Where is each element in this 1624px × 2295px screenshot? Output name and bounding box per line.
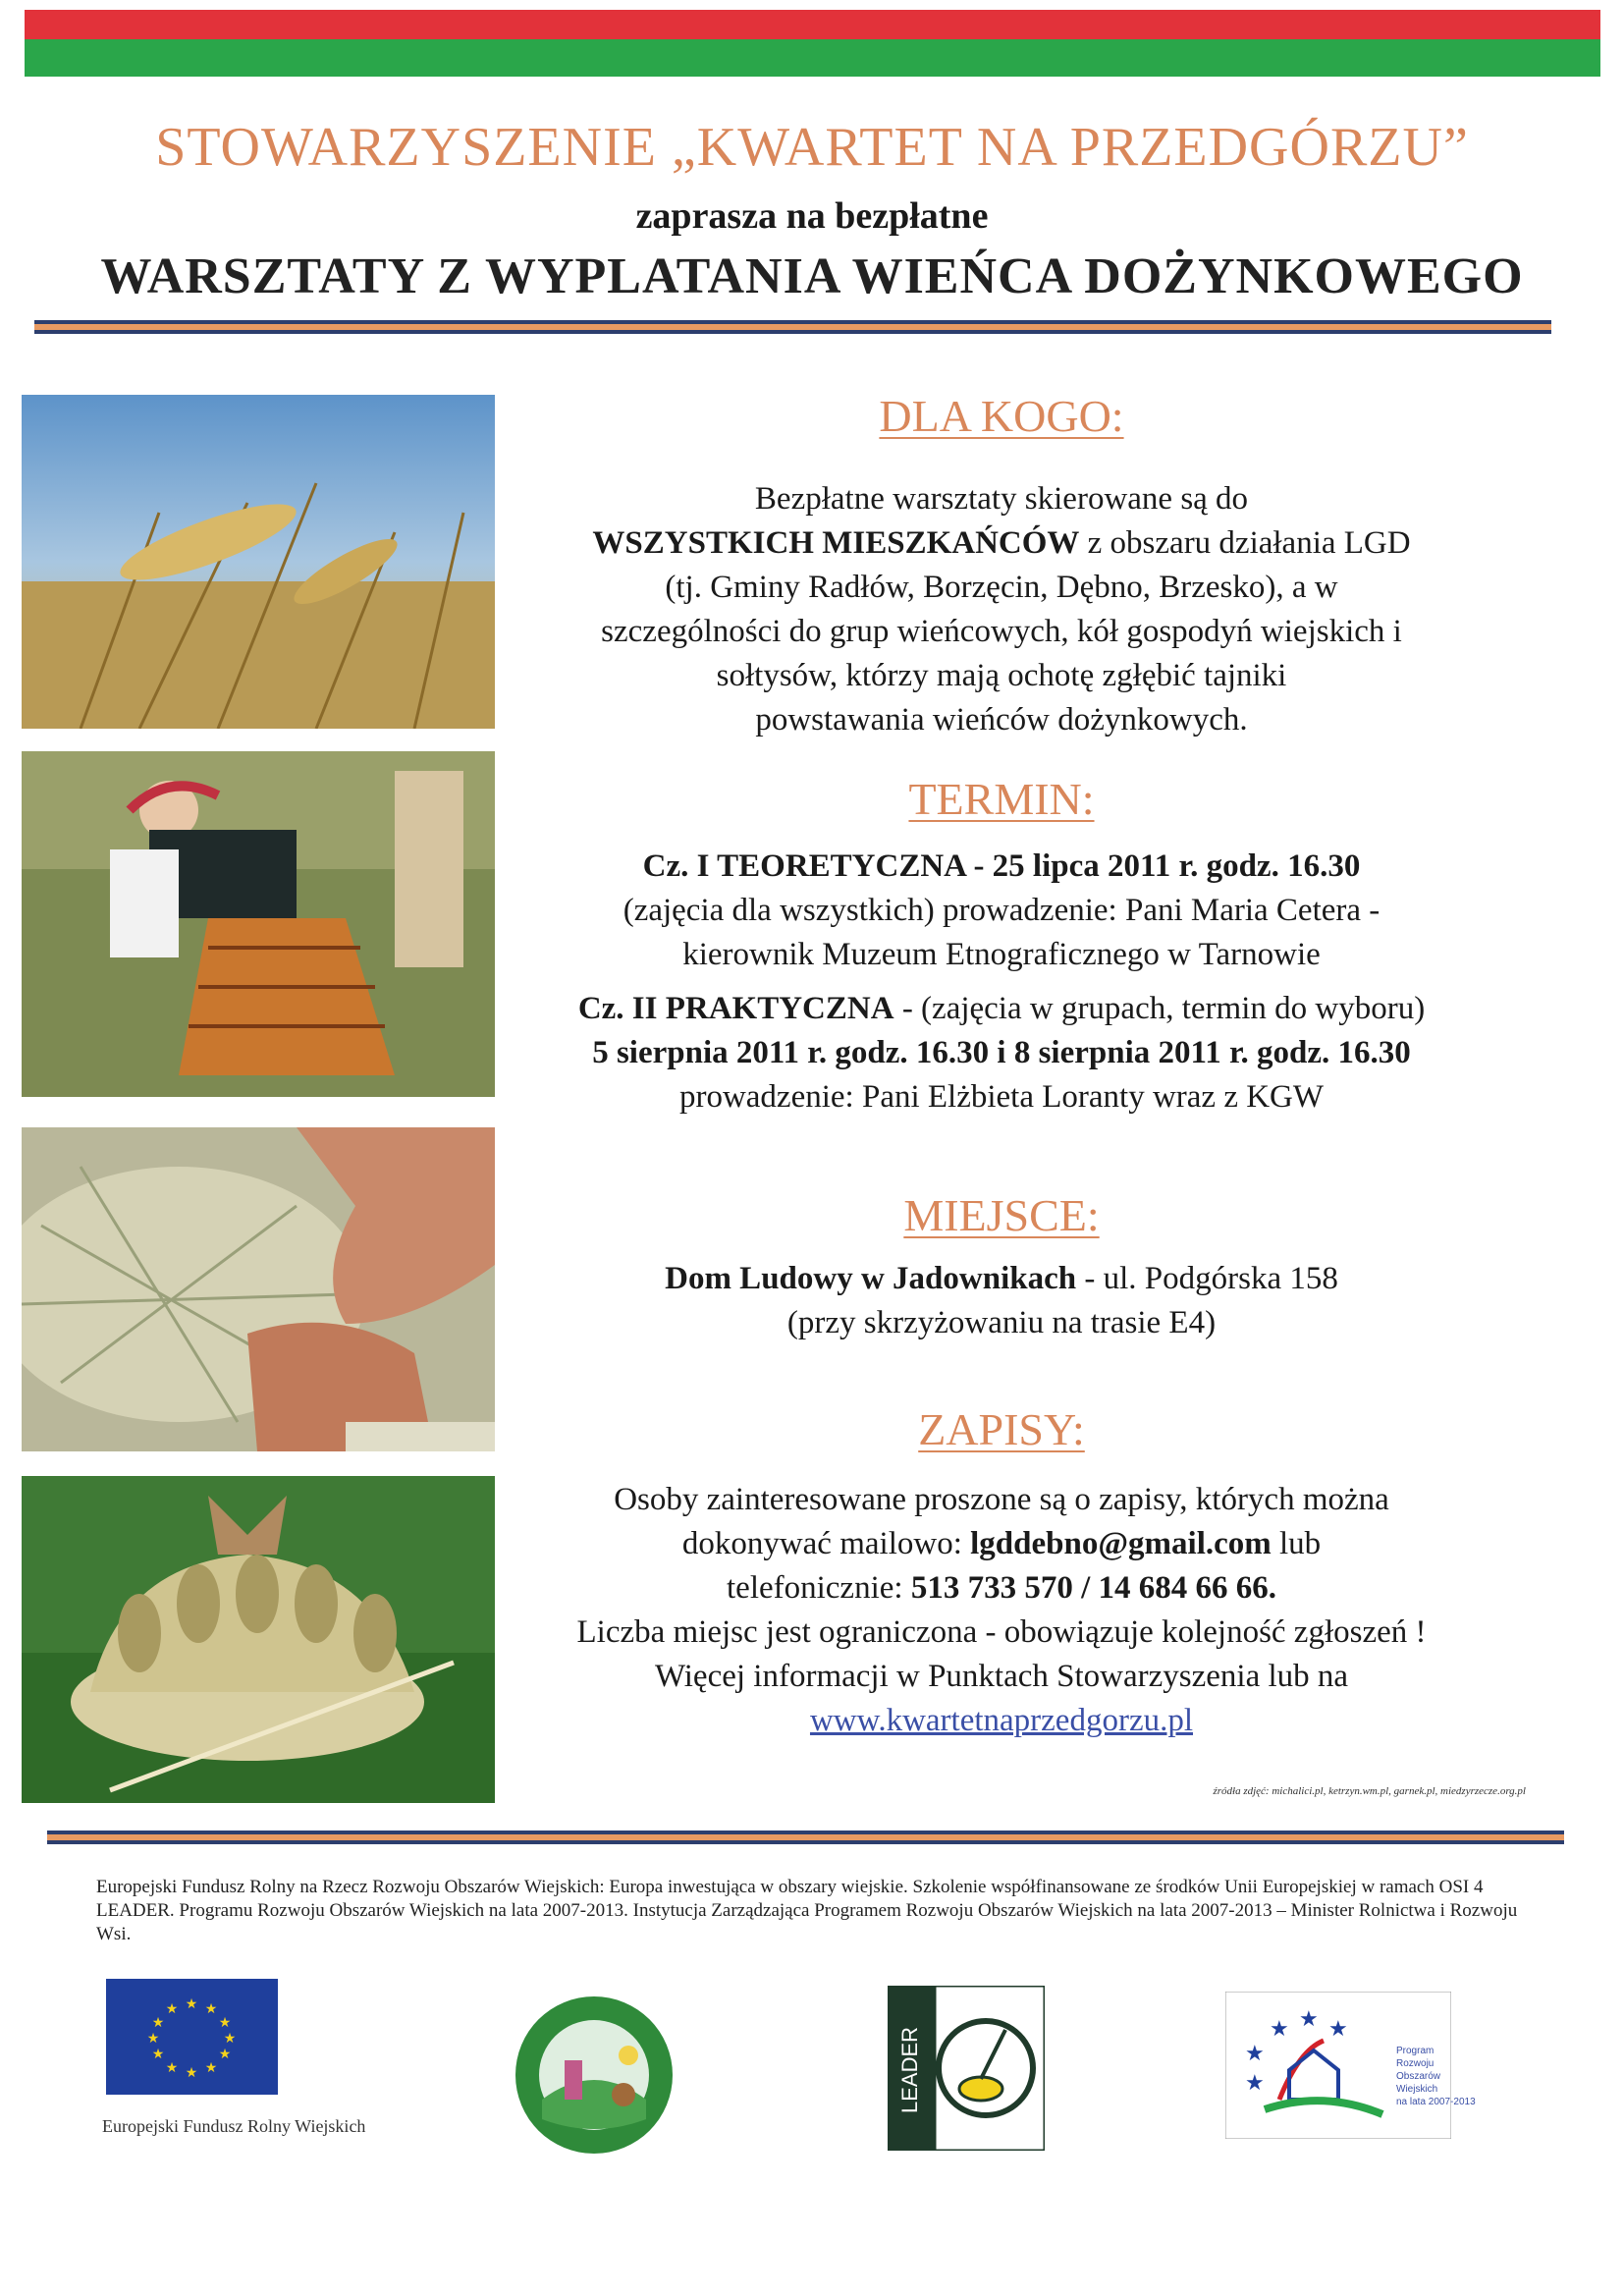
svg-text:★: ★ — [151, 2015, 165, 2031]
zapisy-body: Osoby zainteresowane proszone są o zapisy, których można dokonywać mailowo: lgddebno@gmail.com lub telefonicznie: 513 733 570 / 14 684 66 66. Liczba miejsc jest ograniczona - obowiązuje kolejność zgłoszeń ! Więcej informacji w Punktach Stowarzyszenia lub na www.kwartetnaprzedgorzu.pl — [576, 1482, 1427, 1738]
section-heading-termin: TERMIN: — [908, 774, 1095, 824]
section-heading-miejsce: MIEJSCE: — [903, 1190, 1100, 1240]
svg-text:★: ★ — [223, 2031, 237, 2047]
svg-text:★: ★ — [1328, 2017, 1348, 2042]
svg-text:★: ★ — [1245, 2071, 1265, 2096]
email-address[interactable]: lgddebno@gmail.com — [970, 1526, 1272, 1561]
funding-disclaimer: Europejski Fundusz Rolny na Rzecz Rozwoju Obszarów Wiejskich: Europa inwestująca w obszary wiejskie. Szkolenie współfinansowane ze środków Unii Europejskiej w ramach OSI 4 LEADER. Programu Rozwoju Obszarów Wiejskich na lata 2007-2013. Instytucja Zarządzająca Programem Rozwoju Obszarów Wiejskich na lata 2007-2013 – Minister Rolnictwa i Rozwoju Wsi. — [96, 1877, 1518, 1944]
eu-flag-logo — [106, 1979, 278, 2095]
leader-logo-text: LEADER — [897, 2026, 922, 2113]
website-link[interactable]: www.kwartetnaprzedgorzu.pl — [809, 1703, 1194, 1738]
invite-line: zaprasza na bezpłatne — [635, 195, 989, 237]
eu-fund-caption: Europejski Fundusz Rolny Wiejskich — [102, 2116, 366, 2136]
flag-green-stripe — [25, 39, 1600, 77]
flag-red-stripe — [25, 10, 1600, 39]
leader-logo — [888, 1986, 1045, 2151]
weaving-hands-photo — [22, 1127, 495, 1451]
svg-text:★: ★ — [218, 2047, 232, 2062]
svg-text:★: ★ — [204, 2060, 218, 2076]
dla-kogo-body: Bezpłatne warsztaty skierowane są do WSZYSTKICH MIESZKAŃCÓW z obszaru działania LGD (tj. Gminy Radłów, Borzęcin, Dębno, Brzesko), a w szczególności do grup wieńcowych, kół gospodyń wiejskich i sołtysów, którzy mają ochotę zgłębić tajniki powstawania wieńców dożynkowych. — [592, 481, 1411, 738]
svg-text:★: ★ — [165, 2001, 179, 2017]
termin-body: Cz. I TEORETYCZNA - 25 lipca 2011 r. godz. 16.30 (zajęcia dla wszystkich) prowadzenie: Pani Maria Cetera - kierownik Muzeum Etnograficznego w Tarnowie Cz. II PRAKTYCZNA - (zajęcia w grupach, termin do wyboru) 5 sierpnia 2011 r. godz. 16.30 i 8 sierpnia 2011 r. godz. 16.30 prowadzenie: Pani Elżbieta Loranty wraz z KGW — [577, 848, 1426, 1115]
svg-text:★: ★ — [1245, 2042, 1265, 2066]
lgd-kwartet-logo — [511, 1992, 677, 2158]
svg-text:★: ★ — [1270, 2017, 1289, 2042]
section-heading-dla-kogo: DLA KOGO: — [879, 391, 1124, 441]
svg-text:★: ★ — [146, 2031, 160, 2047]
top-divider — [34, 320, 1551, 334]
svg-text:★: ★ — [151, 2047, 165, 2062]
harvest-wreath-photo — [22, 1476, 495, 1803]
phone-numbers: 513 733 570 / 14 684 66 66. — [910, 1570, 1276, 1606]
svg-text:★: ★ — [165, 2060, 179, 2076]
bottom-divider — [47, 1831, 1564, 1844]
svg-text:★: ★ — [218, 2015, 232, 2031]
svg-text:★: ★ — [185, 1996, 198, 2012]
woman-harvesting-photo — [22, 751, 495, 1097]
svg-text:★: ★ — [1299, 2007, 1319, 2032]
workshop-title: WARSZTATY Z WYPLATANIA WIEŃCA DOŻYNKOWEGO — [100, 248, 1524, 304]
photo-source-credit: źródła zdjęć: michalici.pl, ketrzyn.wm.pl, garnek.pl, miedzyrzecze.org.pl — [1213, 1785, 1526, 1797]
miejsce-body: Dom Ludowy w Jadownikach - ul. Podgórska 158 (przy skrzyżowaniu na trasie E4) — [665, 1261, 1338, 1340]
svg-text:★: ★ — [185, 2065, 198, 2081]
wheat-field-photo — [22, 395, 495, 729]
section-heading-zapisy: ZAPISY: — [918, 1404, 1085, 1454]
organization-title: STOWARZYSZENIE „KWARTET NA PRZEDGÓRZU” — [155, 117, 1469, 178]
prow-logo-text: Program Rozwoju Obszarów Wiejskich na lata 2007-2013 — [1396, 2046, 1476, 2107]
svg-text:★: ★ — [204, 2001, 218, 2017]
